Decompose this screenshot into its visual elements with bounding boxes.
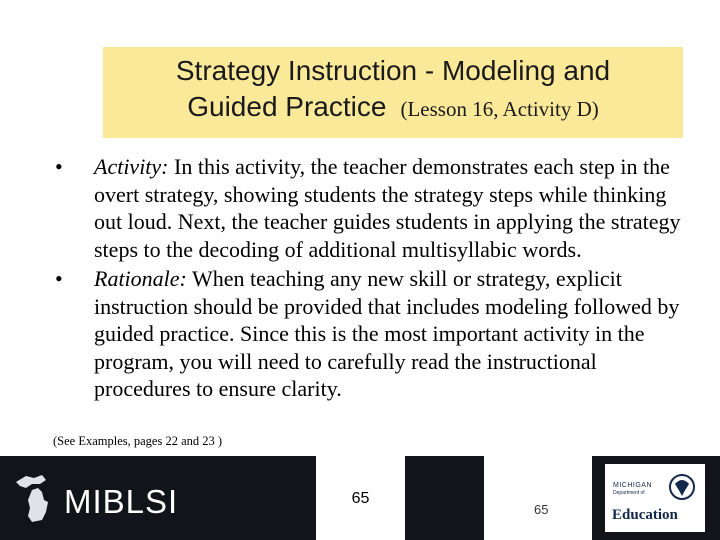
footer-bar: [0, 456, 720, 540]
bullet-dot: •: [55, 154, 63, 179]
logo-department-text: Department of: [613, 490, 645, 496]
miblsi-logo-text: MIBLSI: [64, 483, 179, 520]
page-number: 65: [351, 490, 370, 507]
bullet-text-activity: In this activity, the teacher demonstrates each step in the overt strategy, showing students the strategy steps while thinking out loud. Next, the teacher guides students in applying the strategy steps to the decoding of additional multisyllabic words.: [94, 154, 681, 262]
page-number-box: [316, 456, 405, 540]
logo-education-text: Education: [612, 507, 678, 523]
bullet-text-rationale: When teaching any new skill or strategy, explicit instruction should be provided that includes modeling followed by guided practice. Since this is the most important activity in the program, you will need to carefully read the instructional procedures to ensure clarity.: [94, 266, 680, 401]
slide-title-lesson: (Lesson 16, Activity D): [400, 97, 599, 121]
slide-title-main: Guided Practice: [187, 91, 387, 122]
michigan-map-icon: [12, 472, 56, 526]
examples-note: (See Examples, pages 22 and 23 ): [53, 434, 223, 448]
slide-title-line1: Strategy Instruction - Modeling and: [175, 55, 611, 86]
page-number-secondary: 65: [534, 502, 549, 517]
secondary-page-box: [484, 456, 592, 540]
bullet-label-activity: Activity:: [94, 154, 169, 179]
michigan-education-logo: [605, 464, 705, 532]
slide-title-line2: [103, 91, 683, 123]
bullet-list: [55, 153, 695, 405]
title-banner: [103, 47, 683, 138]
bullet-rationale: [55, 265, 695, 403]
bullet-label-rationale: Rationale:: [94, 266, 187, 291]
logo-michigan-text: MICHIGAN: [613, 482, 652, 489]
bullet-activity: [55, 153, 695, 263]
state-emblem-icon: [667, 472, 697, 504]
bullet-dot: •: [55, 266, 63, 291]
